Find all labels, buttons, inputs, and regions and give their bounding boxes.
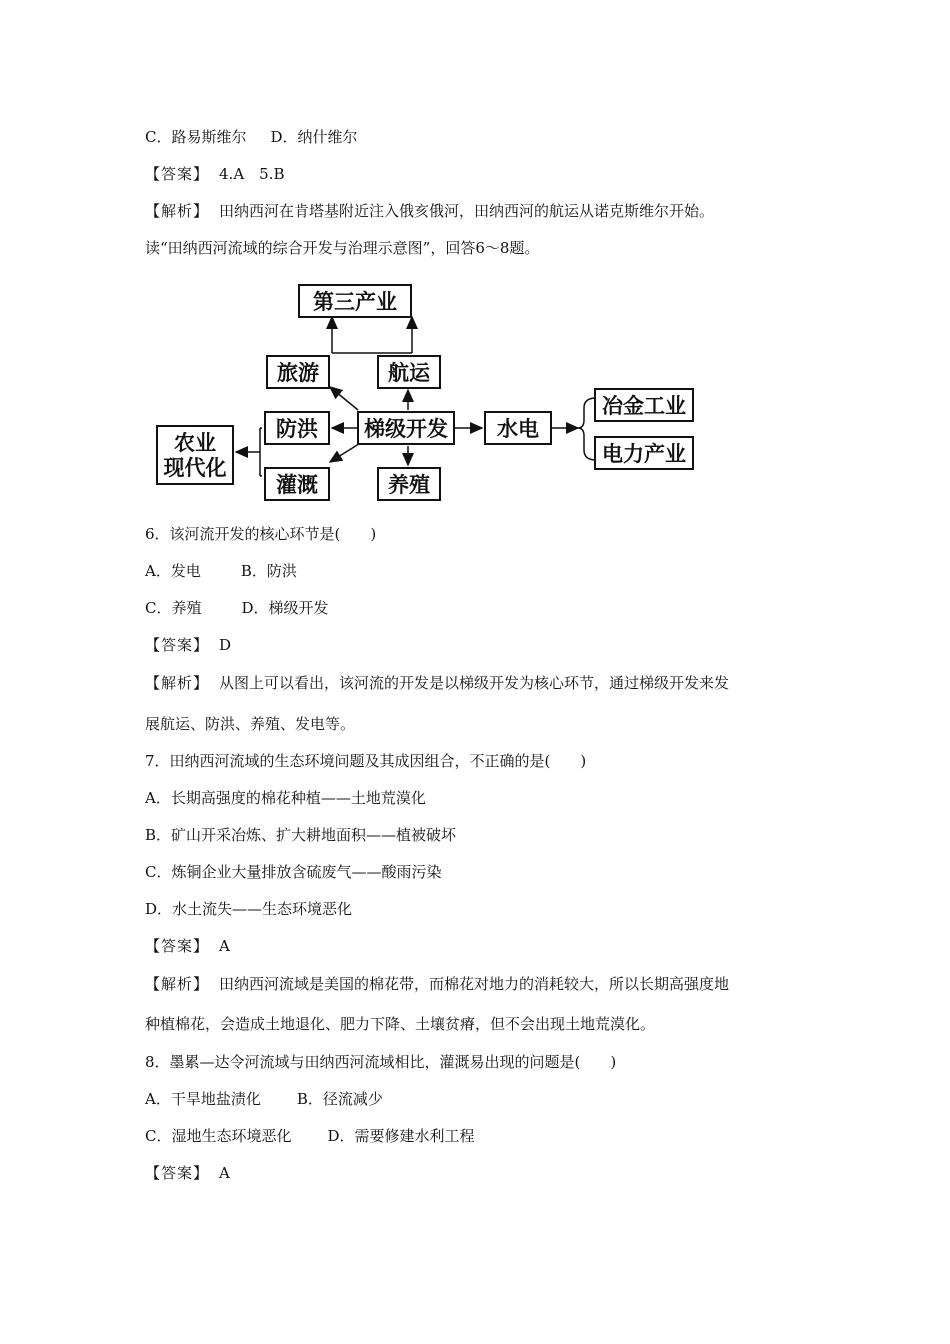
answer-tag: 【答案】 (145, 937, 210, 955)
q8-option-b: B．径流减少 (296, 1090, 383, 1108)
answer-value: A (219, 1164, 230, 1182)
answer-7 (145, 936, 230, 956)
explanation-tag: 【解析】 (145, 674, 210, 692)
answer-6 (145, 635, 231, 655)
explanation-text: 田纳西河流域是美国的棉花带，而棉花对地力的消耗较大，所以长期高强度地 (219, 975, 730, 993)
explanation-4-5 (145, 201, 714, 221)
q7-option-b: B．矿山开采冶炼、扩大耕地面积——植被破坏 (145, 826, 457, 844)
explanation-6-line-2: 展航运、防洪、养殖、发电等。 (145, 715, 356, 733)
q6-option-c: C．养殖 (145, 599, 202, 617)
box-hydropower: 水电 (484, 411, 552, 445)
question-7: 7．田纳西河流域的生态环境问题及其成因组合，不正确的是( ) (145, 752, 587, 770)
q8-option-c: C．湿地生态环境恶化 (145, 1127, 292, 1145)
box-shipping: 航运 (377, 355, 441, 389)
agri-line-2: 现代化 (163, 455, 227, 480)
option-c: C．路易斯维尔 (145, 128, 247, 146)
q8-option-a: A．干旱地盐渍化 (145, 1090, 261, 1108)
answer-value: A (219, 937, 230, 955)
q6-options-ab (145, 561, 297, 581)
agri-line-1: 农业 (174, 430, 216, 455)
intro-6-8: 读“田纳西河流域的综合开发与治理示意图”，回答6～8题。 (145, 239, 540, 257)
development-diagram (150, 280, 710, 510)
q8-option-d: D．需要修建水利工程 (327, 1127, 475, 1145)
explanation-tag: 【解析】 (145, 202, 210, 220)
question-6: 6．该河流开发的核心环节是( ) (145, 525, 377, 543)
box-flood-control: 防洪 (264, 411, 330, 445)
explanation-text: 田纳西河在肯塔基附近注入俄亥俄河，田纳西河的航运从诺克斯维尔开始。 (219, 202, 715, 220)
option-d: D．纳什维尔 (270, 128, 358, 146)
q6-option-b: B．防洪 (240, 562, 297, 580)
answer-value: D (219, 636, 232, 654)
explanation-text: 从图上可以看出，该河流的开发是以梯级开发为核心环节，通过梯级开发来发 (219, 674, 730, 692)
box-power-industry: 电力产业 (594, 436, 694, 470)
answer-value: 4.A 5.B (219, 165, 285, 183)
explanation-7-line-1 (145, 974, 729, 994)
box-tertiary-industry: 第三产业 (298, 284, 412, 318)
option-line-4-5-cd (145, 127, 358, 147)
question-8: 8．墨累—达令河流域与田纳西河流域相比，灌溉易出现的问题是( ) (145, 1053, 617, 1071)
box-cascade-development: 梯级开发 (357, 411, 455, 445)
box-metallurgy: 冶金工业 (594, 388, 694, 422)
box-aquaculture: 养殖 (377, 467, 441, 501)
q7-option-d: D．水土流失——生态环境恶化 (145, 900, 353, 918)
answer-8 (145, 1163, 230, 1183)
q6-option-a: A．发电 (145, 562, 201, 580)
answer-tag: 【答案】 (145, 636, 210, 654)
q7-option-a: A．长期高强度的棉花种植——土地荒漠化 (145, 789, 426, 807)
q6-options-cd (145, 598, 329, 618)
q7-option-c: C．炼铜企业大量排放含硫废气——酸雨污染 (145, 863, 442, 881)
box-agriculture-modernization (156, 425, 234, 485)
box-irrigation: 灌溉 (264, 467, 330, 501)
q8-options-ab (145, 1089, 383, 1109)
answer-4-5 (145, 164, 285, 184)
explanation-6-line-1 (145, 673, 729, 693)
explanation-7-line-2: 种植棉花，会造成土地退化、肥力下降、土壤贫瘠，但不会出现土地荒漠化。 (145, 1015, 656, 1033)
explanation-tag: 【解析】 (145, 975, 210, 993)
q8-options-cd (145, 1126, 475, 1146)
answer-tag: 【答案】 (145, 165, 210, 183)
q6-option-d: D．梯级开发 (241, 599, 329, 617)
answer-tag: 【答案】 (145, 1164, 210, 1182)
box-tourism: 旅游 (266, 355, 330, 389)
